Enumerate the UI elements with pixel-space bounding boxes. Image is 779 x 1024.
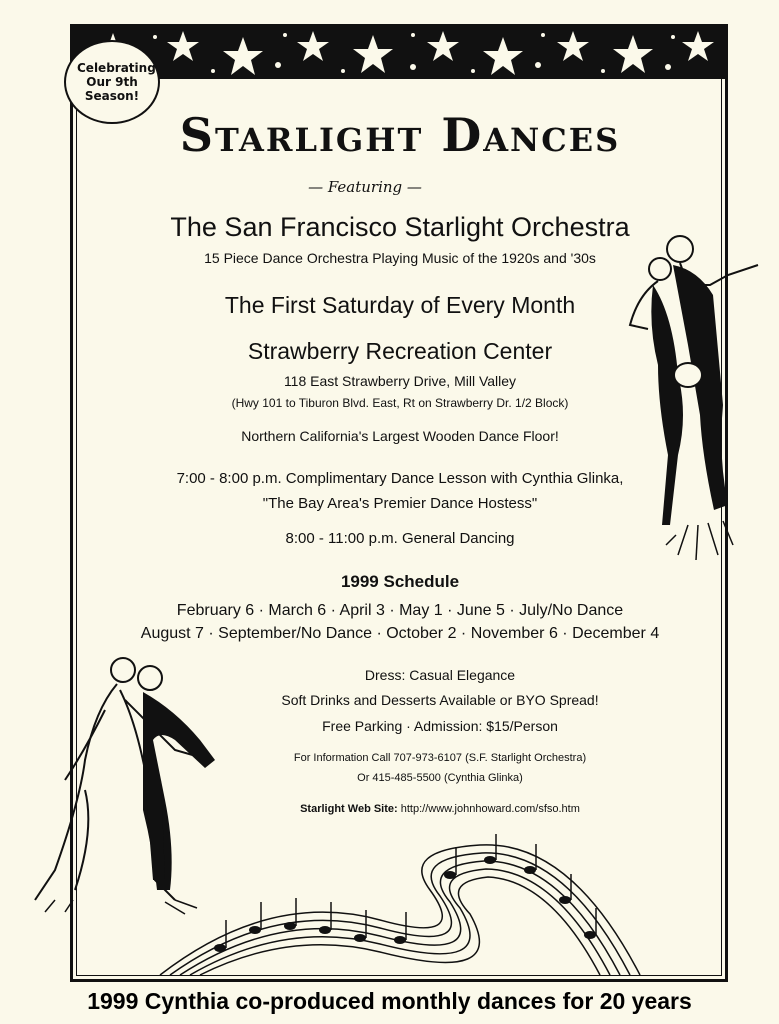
venue-directions: (Hwy 101 to Tiburon Blvd. East, Rt on Strawberry Dr. 1/2 Block) [231,396,569,410]
general-dancing: 8:00 - 11:00 p.m. General Dancing [285,530,515,547]
info-line-1: For Information Call 707-973-6107 (S.F. Starlight Orchestra) [293,752,587,764]
refreshments: Soft Drinks and Desserts Available or BYO Spread! [281,692,599,708]
venue-name: Strawberry Recreation Center [247,338,553,364]
music-staff-illustration [150,830,650,980]
schedule-heading: 1999 Schedule [340,572,460,591]
dress-code: Dress: Casual Elegance [364,667,516,683]
website-label: Starlight Web Site: [300,803,398,815]
lesson-line-2: "The Bay Area's Premier Dance Hostess" [262,495,538,512]
parking-admission: Free Parking · Admission: $15/Person [322,718,558,734]
event-frequency: The First Saturday of Every Month [224,292,576,318]
schedule-line-2: August 7 · September/No Dance · October 2 · November 6 · December 4 [140,625,660,642]
website-url[interactable]: http://www.johnhoward.com/sfso.htm [400,803,580,815]
featuring-label: — Featuring — [308,178,422,196]
season-badge-text: Celebrating Our 9th Season! [77,61,156,103]
info-line-2: Or 415-485-5500 (Cynthia Glinka) [357,772,523,784]
venue-address: 118 East Strawberry Drive, Mill Valley [283,373,517,389]
website-line [230,803,650,815]
schedule-line-1: February 6 · March 6 · April 3 · May 1 · June 5 · July/No Dance [176,602,624,619]
lesson-line-1: 7:00 - 8:00 p.m. Complimentary Dance Lesson with Cynthia Glinka, [176,470,624,487]
dance-floor-note: Northern California's Largest Wooden Dance Floor! [241,428,559,444]
orchestra-name: The San Francisco Starlight Orchestra [170,212,630,242]
orchestra-description: 15 Piece Dance Orchestra Playing Music of the 1920s and '30s [204,250,596,266]
poster-title: Starlight Dances [179,108,621,162]
dancing-couple-illustration [618,225,778,575]
photo-caption: 1999 Cynthia co-produced monthly dances for 20 years [87,988,692,1014]
